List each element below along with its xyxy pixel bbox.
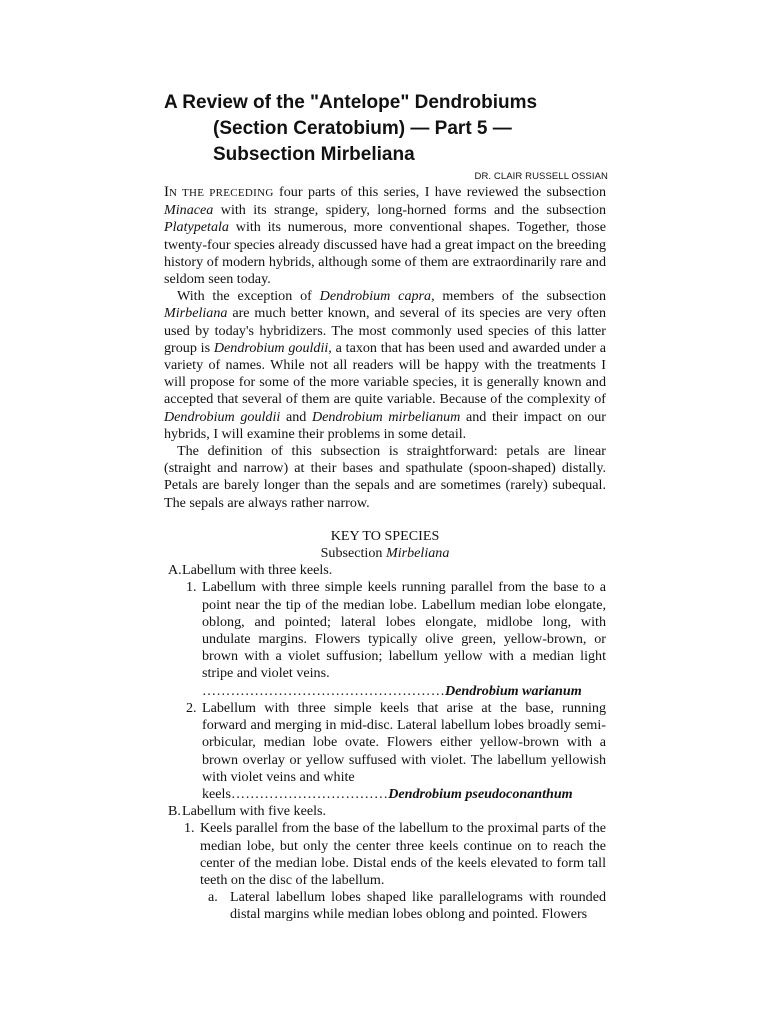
text-run: and	[280, 408, 312, 425]
leader-dots: ……………………………	[230, 785, 389, 802]
taxon-name: Dendrobium gouldii,	[213, 339, 332, 356]
key-entry-b1	[164, 820, 606, 889]
entry-text: Labellum with three simple keels running parallel from the base to a point near the tip of the median lobe. Labellum median lobe elongate, oblong, and pointed; lateral lobes elongate, midlobe long, with undulate margins. Flowers typically olive green, yellow-brown, or brown with a violet suffusion; labellum yellow with a median light stripe and violet veins.	[202, 579, 606, 682]
text-run: with its numerous, more conventional shapes. Together, those twenty-four species already discussed have had a great impact on the breeding history of modern hybrids, although some of them are extraordinarily rare and seldom seen today.	[164, 219, 606, 288]
taxon-name: Dendrobium mirbelianum	[311, 408, 461, 425]
article-title	[164, 90, 624, 168]
text-run: With the exception of	[177, 288, 320, 305]
leader-dots: ……………………………………………	[202, 682, 445, 699]
paragraph-intro	[164, 184, 606, 288]
author-byline: DR. CLAIR RUSSELL OSSIAN	[474, 171, 608, 182]
key-section-a	[164, 562, 606, 579]
key-entry-b1a	[164, 889, 606, 923]
title-line-2: (Section Ceratobium) — Part 5 —	[213, 118, 512, 139]
text-run: four parts of this series, I have reviewed the subsection	[273, 184, 606, 200]
text-run: with its strange, spidery, long-horned forms and the subsection	[213, 202, 606, 219]
entry-result	[202, 786, 573, 802]
entry-text: Labellum with three simple keels that arise at the base, running forward and merging in mid-disc. Lateral labellum lobes broadly semi-orbicular, median lobe ovate. Flowers either yellow-brown with a brown overlay or yellow suffused with violet. The labellum yellowish with violet veins and white	[202, 699, 606, 785]
text-run: and their impact on our hybrids, I will examine their problems in some detail.	[164, 408, 606, 442]
taxon-name: Mirbeliana	[385, 545, 450, 562]
paragraph-3: The definition of this subsection is straightforward: petals are linear (straight and narrow) at their bases and spathulate (spoon-shaped) distally. Petals are barely longer than the sepals and are sometimes (rarely) subequal. The sepals are always rather narrow.	[164, 443, 606, 511]
text-run: a taxon that has been used and awarded under a variety of names. While not all readers will be happy with the treatments I will propose for some of the more variable species, it is generally known and accepted that several of them are quite variable. Because of the complexity of	[164, 339, 606, 408]
entry-result	[202, 683, 582, 699]
taxon-name: Dendrobium gouldii	[164, 408, 281, 425]
key-entry-a2	[164, 700, 606, 803]
entry-number: a.	[208, 889, 218, 906]
smallcaps-lead: N THE PRECEDING	[169, 187, 274, 199]
section-text: Labellum with five keels.	[182, 803, 327, 820]
text-run: are much better known, and several of its species are very often used by today's hybridizers. The most commonly used species of this latter group is	[164, 305, 606, 356]
species-result: Dendrobium pseudoconanthum	[388, 785, 573, 802]
entry-last-word: keels	[202, 785, 231, 802]
taxon-name: Minacea	[164, 202, 214, 219]
entry-number: 1.	[186, 579, 197, 596]
taxon-name: Dendrobium capra,	[319, 288, 435, 305]
species-key	[164, 528, 606, 924]
article-body	[164, 184, 606, 924]
entry-number: 1.	[184, 820, 195, 837]
paragraph-2	[164, 288, 606, 443]
key-subheading	[164, 545, 606, 562]
section-label: A.	[168, 562, 182, 579]
title-line-1: A Review of the "Antelope" Dendrobiums	[164, 92, 538, 113]
section-text: Labellum with three keels.	[182, 562, 333, 579]
text-run: members of the subsection	[434, 288, 606, 305]
text-run: Subsection	[320, 545, 386, 562]
taxon-name: Platypetala	[164, 219, 229, 236]
key-entry-a1	[164, 579, 606, 699]
entry-number: 2.	[186, 699, 197, 716]
title-line-3: Subsection Mirbeliana	[213, 144, 415, 165]
species-result: Dendrobium warianum	[445, 682, 582, 699]
section-label: B.	[168, 803, 181, 820]
key-section-b	[164, 803, 606, 820]
dropcap: I	[164, 184, 169, 200]
entry-text: Lateral labellum lobes shaped like parallelograms with rounded distal margins while median lobes oblong and pointed. Flowers	[230, 889, 606, 923]
taxon-name: Mirbeliana	[164, 305, 228, 322]
entry-text: Keels parallel from the base of the labellum to the proximal parts of the median lobe, but only the center three keels continue on to reach the center of the median lobe. Distal ends of the keels elevated to form tall teeth on the disc of the labellum.	[200, 820, 606, 888]
key-heading: KEY TO SPECIES	[330, 527, 440, 544]
